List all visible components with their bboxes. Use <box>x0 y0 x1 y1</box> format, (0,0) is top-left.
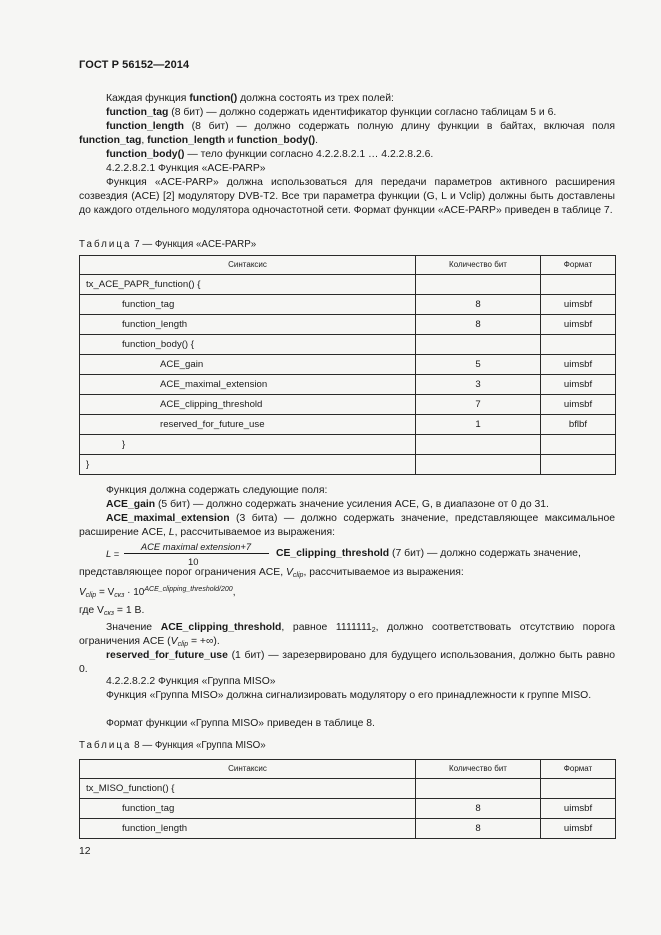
text: и <box>225 135 237 146</box>
term: ACE_gain <box>106 499 156 510</box>
caption-label: Таблица <box>79 740 132 751</box>
text: Каждая функция <box>106 93 190 104</box>
text: , рассчитываемое из выражения: <box>174 527 335 538</box>
header-bits: Количество бит <box>416 256 541 275</box>
table-header-row <box>80 256 616 275</box>
syntax-cell: ACE_maximal_extension <box>80 375 416 395</box>
format-cell: uimsbf <box>541 355 616 375</box>
symbol: L <box>168 527 175 538</box>
bits-cell: 7 <box>416 395 541 415</box>
caption-label: Таблица <box>79 239 132 250</box>
syntax-cell: } <box>80 435 416 455</box>
term: function_body() <box>236 135 316 146</box>
bits-cell: 3 <box>416 375 541 395</box>
section-heading: 4.2.2.8.2.2 Функция «Группа MISO» <box>106 676 276 687</box>
text: где V <box>79 605 104 616</box>
table-row <box>80 395 616 415</box>
format-cell: uimsbf <box>541 819 616 839</box>
table-row <box>80 415 616 435</box>
bits-cell <box>416 455 541 475</box>
function-tag-def <box>106 106 615 120</box>
format-cell: uimsbf <box>541 315 616 335</box>
function-length-cont <box>79 134 615 148</box>
text: должна состоять из трех полей: <box>237 93 394 104</box>
formula-denominator: 10 <box>188 556 199 567</box>
symbol: V <box>79 587 86 598</box>
fields-intro: Функция должна содержать следующие поля: <box>106 485 328 496</box>
intro-line <box>106 92 615 106</box>
format-cell: uimsbf <box>541 395 616 415</box>
function-length-def <box>79 120 615 134</box>
term: function_length <box>106 121 184 132</box>
table-7 <box>79 255 616 475</box>
function-body-def <box>106 148 615 162</box>
document-header: ГОСТ Р 56152—2014 <box>79 59 190 71</box>
table-row <box>80 375 616 395</box>
term: ACE_clipping_threshold <box>160 622 282 633</box>
header-bits: Количество бит <box>416 760 541 779</box>
bits-cell: 8 <box>416 315 541 335</box>
section-heading: 4.2.2.8.2.1 Функция «ACE-PARP» <box>106 163 266 174</box>
subscript: clip <box>292 572 304 579</box>
reserved-def <box>79 649 615 677</box>
text: (5 бит) — должно содержать значение усиления ACE, G, в диапазоне от 0 до 31. <box>155 499 549 510</box>
subscript: 2 <box>371 627 376 634</box>
header-syntax: Синтаксис <box>80 760 416 779</box>
text: (8 бит) — должно содержать полную длину функции в байтах, включая поля <box>183 121 615 132</box>
syntax-cell: function_tag <box>80 799 416 819</box>
table-row <box>80 799 616 819</box>
term: ACE_maximal_extension <box>106 513 230 524</box>
format-cell <box>541 779 616 799</box>
table-row <box>80 315 616 335</box>
table-caption <box>79 238 256 252</box>
text: = V <box>96 587 115 598</box>
term: function() <box>189 93 238 104</box>
bits-cell <box>416 275 541 295</box>
term: function_body() <box>106 149 185 160</box>
table-caption <box>79 739 266 753</box>
text: , рассчитываемое из выражения: <box>303 567 464 578</box>
formula-vclip <box>79 583 235 603</box>
text: . <box>315 135 319 146</box>
text: (1 бит) — зарезервировано для будущего использования, должно быть равно 0. <box>79 650 615 675</box>
text: (7 бит) — должно содержать значение, <box>389 548 581 559</box>
table-row <box>80 295 616 315</box>
syntax-cell: tx_MISO_function() { <box>80 779 416 799</box>
header-format: Формат <box>541 256 616 275</box>
text: , должно соответствовать отсутствию порога <box>375 622 615 633</box>
syntax-cell: reserved_for_future_use <box>80 415 416 435</box>
text: ограничения ACE ( <box>79 636 171 647</box>
subscript: скз <box>114 592 125 599</box>
caption-text: 8 — Функция «Группа MISO» <box>131 740 266 751</box>
syntax-cell: function_body() { <box>80 335 416 355</box>
table-row <box>80 819 616 839</box>
term: reserved_for_future_use <box>106 650 228 661</box>
table-row <box>80 455 616 475</box>
format-cell <box>541 435 616 455</box>
format-cell <box>541 275 616 295</box>
bits-cell: 8 <box>416 295 541 315</box>
subscript: clip <box>177 641 189 648</box>
formula-lhs: L = <box>106 548 120 559</box>
bits-cell: 5 <box>416 355 541 375</box>
text: , <box>232 587 236 598</box>
text: (8 бит) — должно содержать идентификатор функции согласно таблицам 5 и 6. <box>168 107 557 118</box>
syntax-cell: ACE_gain <box>80 355 416 375</box>
text: представляющее порог ограничения ACE, <box>79 567 286 578</box>
formula-numerator: ACE maximal extension+7 <box>140 541 252 552</box>
format-cell <box>541 455 616 475</box>
superscript: ACE_clipping_threshold/200 <box>144 586 233 593</box>
format-cell: bflbf <box>541 415 616 435</box>
table-row <box>80 779 616 799</box>
subscript: clip <box>85 592 97 599</box>
page-number: 12 <box>79 846 91 857</box>
header-format: Формат <box>541 760 616 779</box>
table-8 <box>79 759 616 839</box>
term: function_tag <box>79 135 142 146</box>
syntax-cell: function_length <box>80 315 416 335</box>
subscript: скз <box>103 610 115 617</box>
text: — тело функции согласно 4.2.2.8.2.1 … 4.2.2.8.2.6. <box>184 149 434 160</box>
syntax-cell: ACE_clipping_threshold <box>80 395 416 415</box>
bits-cell: 8 <box>416 799 541 819</box>
bits-cell <box>416 435 541 455</box>
where-line <box>79 604 615 621</box>
table-row <box>80 335 616 355</box>
fraction-line <box>124 553 269 554</box>
clip-threshold-cont <box>79 566 615 583</box>
format-line: Формат функции «Группа MISO» приведен в таблице 8. <box>106 718 375 729</box>
clip-threshold-def <box>276 547 615 561</box>
bits-cell: 1 <box>416 415 541 435</box>
term: CE_clipping_threshold <box>276 548 390 559</box>
symbol: V <box>285 567 293 578</box>
ace-gain-def <box>106 498 615 512</box>
syntax-cell: function_tag <box>80 295 416 315</box>
format-cell <box>541 335 616 355</box>
text: , <box>141 135 148 146</box>
syntax-cell: tx_ACE_PAPR_function() { <box>80 275 416 295</box>
bits-cell <box>416 335 541 355</box>
table-header-row <box>80 760 616 779</box>
section-paragraph: Функция «Группа MISO» должна сигнализировать модулятору о его принадлежности к группе MISO. <box>106 690 592 701</box>
bits-cell: 8 <box>416 819 541 839</box>
caption-text: 7 — Функция «ACE-PARP» <box>131 239 257 250</box>
format-cell: uimsbf <box>541 375 616 395</box>
ace-maxext-def <box>79 512 615 540</box>
section-paragraph: Функция «ACE-PARP» должна использоваться для передачи параметров активного расширения созвездия (ACE) [2] модулятору DVB-T2. Все три параметра функции (G, L и Vclip) должны быть доставлены до каждого отдельного модулятора одночастотной сети. Формат функции «ACE-PARP» приведен в таблице 7. <box>79 177 615 216</box>
bits-cell <box>416 779 541 799</box>
term: function_tag <box>106 107 169 118</box>
text: · 10 <box>124 587 145 598</box>
table-row <box>80 355 616 375</box>
table-row <box>80 435 616 455</box>
text: (3 бита) — должно содержать значение, представляющее максимальное расширение ACE, <box>79 513 615 538</box>
header-syntax: Синтаксис <box>80 256 416 275</box>
table-row <box>80 275 616 295</box>
text: = 1 В. <box>114 605 145 616</box>
term: function_length <box>147 135 226 146</box>
text: = +∞). <box>188 636 220 647</box>
format-cell: uimsbf <box>541 295 616 315</box>
formula-L <box>106 540 615 568</box>
syntax-cell: function_length <box>80 819 416 839</box>
syntax-cell: } <box>80 455 416 475</box>
symbol: V <box>170 636 178 647</box>
text: Значение <box>106 622 161 633</box>
text: , равное 1111111 <box>281 622 372 633</box>
format-cell: uimsbf <box>541 799 616 819</box>
